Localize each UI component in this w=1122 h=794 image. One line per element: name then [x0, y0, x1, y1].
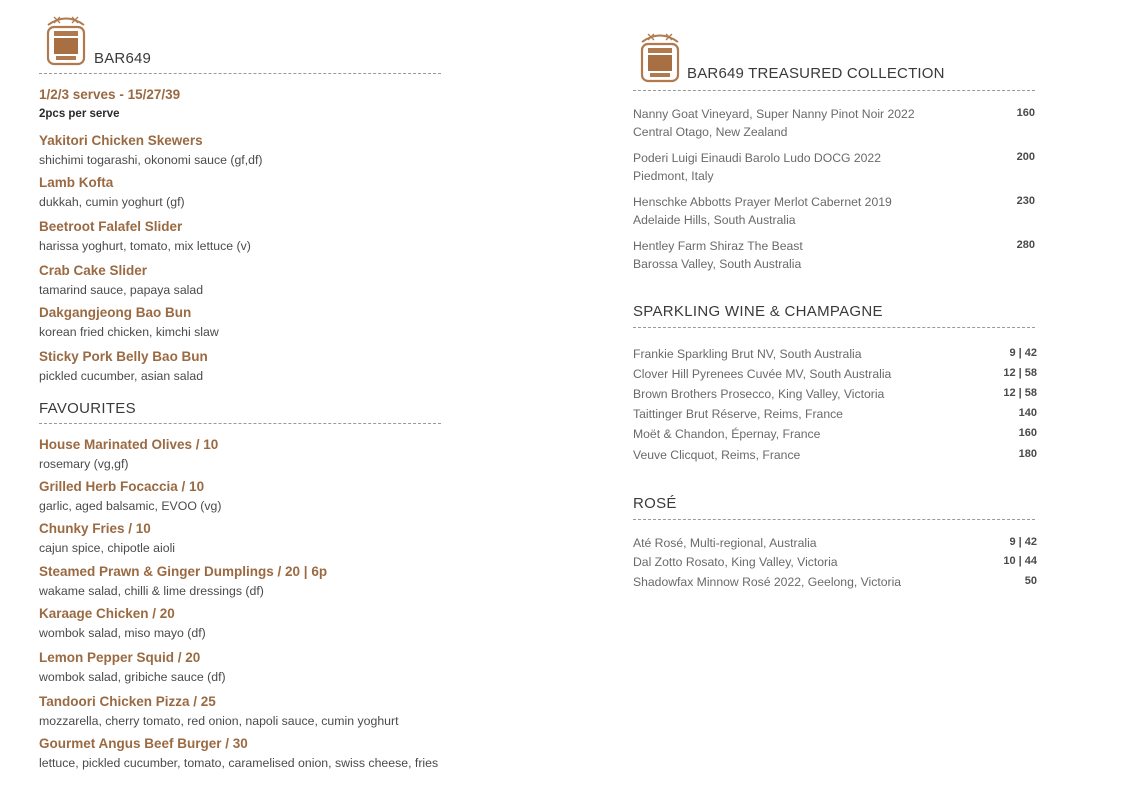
menu-item — [39, 520, 175, 556]
item-desc: mozzarella, cherry tomato, red onion, napoli sauce, cumin yoghurt — [39, 714, 399, 728]
menu-item — [39, 436, 218, 472]
item-name: House Marinated Olives / 10 — [39, 437, 219, 452]
item-name: Karaage Chicken / 20 — [39, 606, 175, 621]
menu-item — [39, 174, 185, 210]
menu-item — [39, 304, 219, 340]
wine-name: Poderi Luigi Einaudi Barolo Ludo DOCG 2022 — [633, 151, 881, 165]
divider — [633, 519, 1035, 520]
wine-name: Frankie Sparkling Brut NV, South Australia — [633, 347, 862, 361]
wine-name: Dal Zotto Rosato, King Valley, Victoria — [633, 555, 838, 569]
section-title-sparkling: SPARKLING WINE & CHAMPAGNE — [633, 303, 883, 320]
wine-name: Nanny Goat Vineyard, Super Nanny Pinot Noir 2022 — [633, 107, 915, 121]
wine-price: 230 — [1016, 195, 1035, 207]
wine-price: 9 | 42 — [1009, 536, 1037, 548]
wine-row — [633, 425, 1037, 443]
item-desc: pickled cucumber, asian salad — [39, 369, 204, 383]
item-desc: rosemary (vg,gf) — [39, 457, 129, 471]
wine-price: 280 — [1016, 239, 1035, 251]
menu-item — [39, 262, 203, 298]
wine-name: Henschke Abbotts Prayer Merlot Cabernet 2019 — [633, 195, 892, 209]
menu-item — [39, 605, 206, 641]
menu-item — [39, 649, 226, 685]
divider — [633, 90, 1035, 91]
item-name: Dakgangjeong Bao Bun — [39, 305, 192, 320]
wine-region: Central Otago, New Zealand — [633, 125, 788, 139]
wine-price: 200 — [1016, 151, 1035, 163]
item-desc: tamarind sauce, papaya salad — [39, 283, 204, 297]
serves-note: 1/2/3 serves - 15/27/39 — [39, 87, 181, 102]
item-name: Steamed Prawn & Ginger Dumplings / 20 | 6p — [39, 564, 328, 579]
wine-region: Adelaide Hills, South Australia — [633, 213, 796, 227]
divider — [39, 73, 441, 74]
item-desc: korean fried chicken, kimchi slaw — [39, 325, 219, 339]
bar649-logo-icon — [638, 31, 682, 85]
wine-row — [633, 534, 1037, 552]
wine-row — [633, 553, 1037, 571]
menu-item — [39, 693, 399, 729]
wine-name: Taittinger Brut Réserve, Reims, France — [633, 407, 843, 421]
wine-name: Veuve Clicquot, Reims, France — [633, 448, 801, 462]
menu-item — [39, 735, 438, 771]
wine-name: Moët & Chandon, Épernay, France — [633, 427, 821, 441]
wine-row — [633, 573, 1037, 591]
wine-name: Shadowfax Minnow Rosé 2022, Geelong, Victoria — [633, 575, 902, 589]
wine-price: 10 | 44 — [1003, 555, 1037, 567]
wine-price: 50 — [1024, 575, 1037, 587]
wine-price: 9 | 42 — [1009, 347, 1037, 359]
wine-price: 140 — [1018, 407, 1037, 419]
menu-item — [39, 563, 327, 599]
divider — [39, 423, 441, 424]
brand-title: BAR649 — [94, 50, 152, 67]
item-name: Gourmet Angus Beef Burger / 30 — [39, 736, 248, 751]
wine-row — [633, 345, 1037, 363]
item-desc: cajun spice, chipotle aioli — [39, 541, 176, 555]
wine-row — [633, 405, 1037, 423]
item-name: Grilled Herb Focaccia / 10 — [39, 479, 205, 494]
wine-price: 180 — [1018, 448, 1037, 460]
item-desc: harissa yoghurt, tomato, mix lettuce (v) — [39, 239, 251, 253]
wine-item — [633, 193, 1037, 229]
wine-name: Brown Brothers Prosecco, King Valley, Victoria — [633, 387, 885, 401]
menu-item — [39, 478, 221, 514]
menu-item — [39, 218, 251, 254]
item-name: Chunky Fries / 10 — [39, 521, 151, 536]
wine-name: Até Rosé, Multi-regional, Australia — [633, 536, 817, 550]
item-desc: shichimi togarashi, okonomi sauce (gf,df) — [39, 153, 263, 167]
section-title-favourites: FAVOURITES — [39, 400, 136, 417]
menu-item — [39, 132, 263, 168]
item-desc: wombok salad, miso mayo (df) — [39, 626, 206, 640]
wine-row — [633, 365, 1037, 383]
wine-region: Barossa Valley, South Australia — [633, 257, 802, 271]
menu-item — [39, 348, 208, 384]
wine-item — [633, 149, 1037, 185]
divider — [633, 327, 1035, 328]
wine-row — [633, 385, 1037, 403]
wine-price: 160 — [1016, 107, 1035, 119]
wine-price: 12 | 58 — [1003, 367, 1037, 379]
wine-region: Piedmont, Italy — [633, 169, 714, 183]
item-name: Lamb Kofta — [39, 175, 114, 190]
item-name: Yakitori Chicken Skewers — [39, 133, 203, 148]
wine-name: Clover Hill Pyrenees Cuvée MV, South Australia — [633, 367, 892, 381]
bar649-logo-icon — [44, 14, 88, 68]
wine-row — [633, 446, 1037, 464]
collection-title: BAR649 TREASURED COLLECTION — [687, 65, 945, 82]
item-name: Tandoori Chicken Pizza / 25 — [39, 694, 216, 709]
wine-item — [633, 105, 1037, 141]
item-name: Crab Cake Slider — [39, 263, 148, 278]
item-desc: lettuce, pickled cucumber, tomato, caramelised onion, swiss cheese, fries — [39, 756, 439, 770]
item-name: Sticky Pork Belly Bao Bun — [39, 349, 208, 364]
item-name: Beetroot Falafel Slider — [39, 219, 183, 234]
item-desc: garlic, aged balsamic, EVOO (vg) — [39, 499, 222, 513]
wine-price: 160 — [1018, 427, 1037, 439]
section-title-rose: ROSÉ — [633, 495, 677, 512]
per-serve-note: 2pcs per serve — [39, 108, 120, 120]
item-desc: dukkah, cumin yoghurt (gf) — [39, 195, 185, 209]
item-desc: wombok salad, gribiche sauce (df) — [39, 670, 226, 684]
wine-price: 12 | 58 — [1003, 387, 1037, 399]
item-name: Lemon Pepper Squid / 20 — [39, 650, 201, 665]
wine-name: Hentley Farm Shiraz The Beast — [633, 239, 803, 253]
wine-item — [633, 237, 1037, 273]
item-desc: wakame salad, chilli & lime dressings (df) — [39, 584, 264, 598]
